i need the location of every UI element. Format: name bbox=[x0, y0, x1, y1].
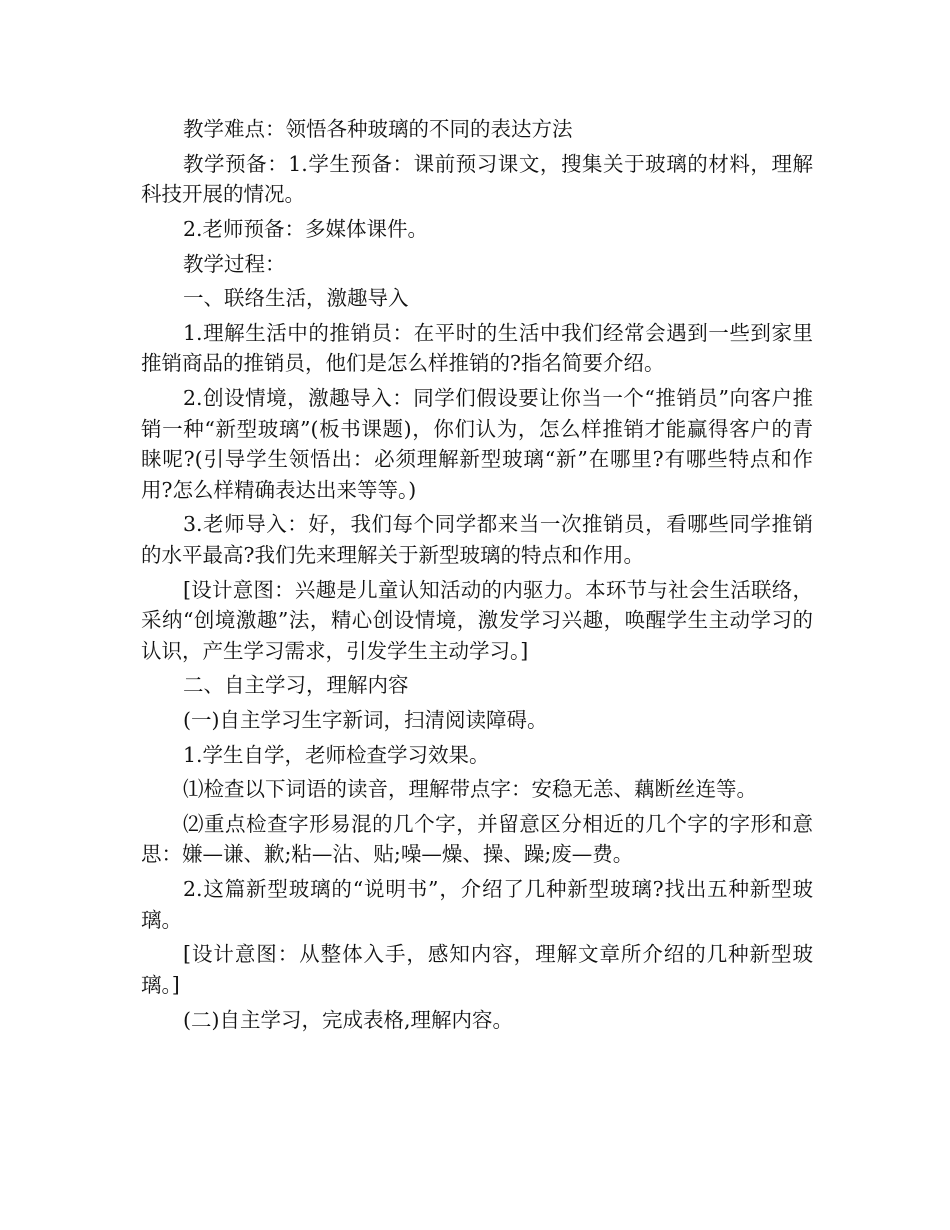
paragraph-step-2: 2.创设情境，激趣导入：同学们假设要让你当一个“推销员”向客户推销一种“新型玻璃”(板书课题)，你们认为，怎么样推销才能赢得客户的青睐呢?(引导学生领悟出：必须理解新型玻璃“新”在哪里?有哪些特点和作用?怎么样精确表达出来等等。) bbox=[141, 386, 813, 502]
subsection-heading-2: (二)自主学习，完成表格,理解内容。 bbox=[183, 1007, 514, 1032]
section-heading-2: 二、自主学习，理解内容 bbox=[183, 673, 409, 698]
paragraph-check-characters: ⑵重点检查字形易混的几个字，并留意区分相近的几个字的字形和意思：嫌—谦、歉;粘—沾、贴;噪—燥、操、躁;废—费。 bbox=[141, 811, 813, 867]
paragraph-step-1: 1.理解生活中的推销员：在平时的生活中我们经常会遇到一些到家里推销商品的推销员，他们是怎么样推销的?指名简要介绍。 bbox=[141, 320, 813, 376]
paragraph-preparation-teacher: 2.老师预备：多媒体课件。 bbox=[183, 216, 429, 241]
paragraph-check-pronunciation: ⑴检查以下词语的读音，理解带点字：安稳无恙、藕断丝连等。 bbox=[183, 777, 757, 802]
paragraph-difficulty: 教学难点：领悟各种玻璃的不同的表达方法 bbox=[183, 117, 573, 141]
section-heading-1: 一、联络生活，激趣导入 bbox=[183, 286, 409, 311]
paragraph-manual-question: 2.这篇新型玻璃的“说明书”，介绍了几种新型玻璃?找出五种新型玻璃。 bbox=[141, 877, 813, 932]
subsection-heading-1: (一)自主学习生字新词，扫清阅读障碍。 bbox=[183, 707, 548, 732]
paragraph-self-study: 1.学生自学，老师检查学习效果。 bbox=[183, 742, 490, 767]
paragraph-design-intent-2: [设计意图：从整体入手，感知内容，理解文章所介绍的几种新型玻璃。] bbox=[141, 942, 813, 997]
paragraph-preparation-students: 教学预备：1.学生预备：课前预习课文，搜集关于玻璃的材料，理解科技开展的情况。 bbox=[141, 151, 813, 207]
document-body bbox=[141, 114, 813, 1039]
paragraph-process-heading: 教学过程： bbox=[183, 251, 286, 276]
paragraph-design-intent-1: [设计意图：兴趣是儿童认知活动的内驱力。本环节与社会生活联络，采纳“创境激趣”法，精心创设情境，激发学习兴趣，唤醒学生主动学习的认识，产生学习需求，引发学生主动学习。] bbox=[141, 577, 813, 663]
paragraph-step-3: 3.老师导入：好，我们每个同学都来当一次推销员，看哪些同学推销的水平最高?我们先来理解关于新型玻璃的特点和作用。 bbox=[141, 512, 813, 567]
